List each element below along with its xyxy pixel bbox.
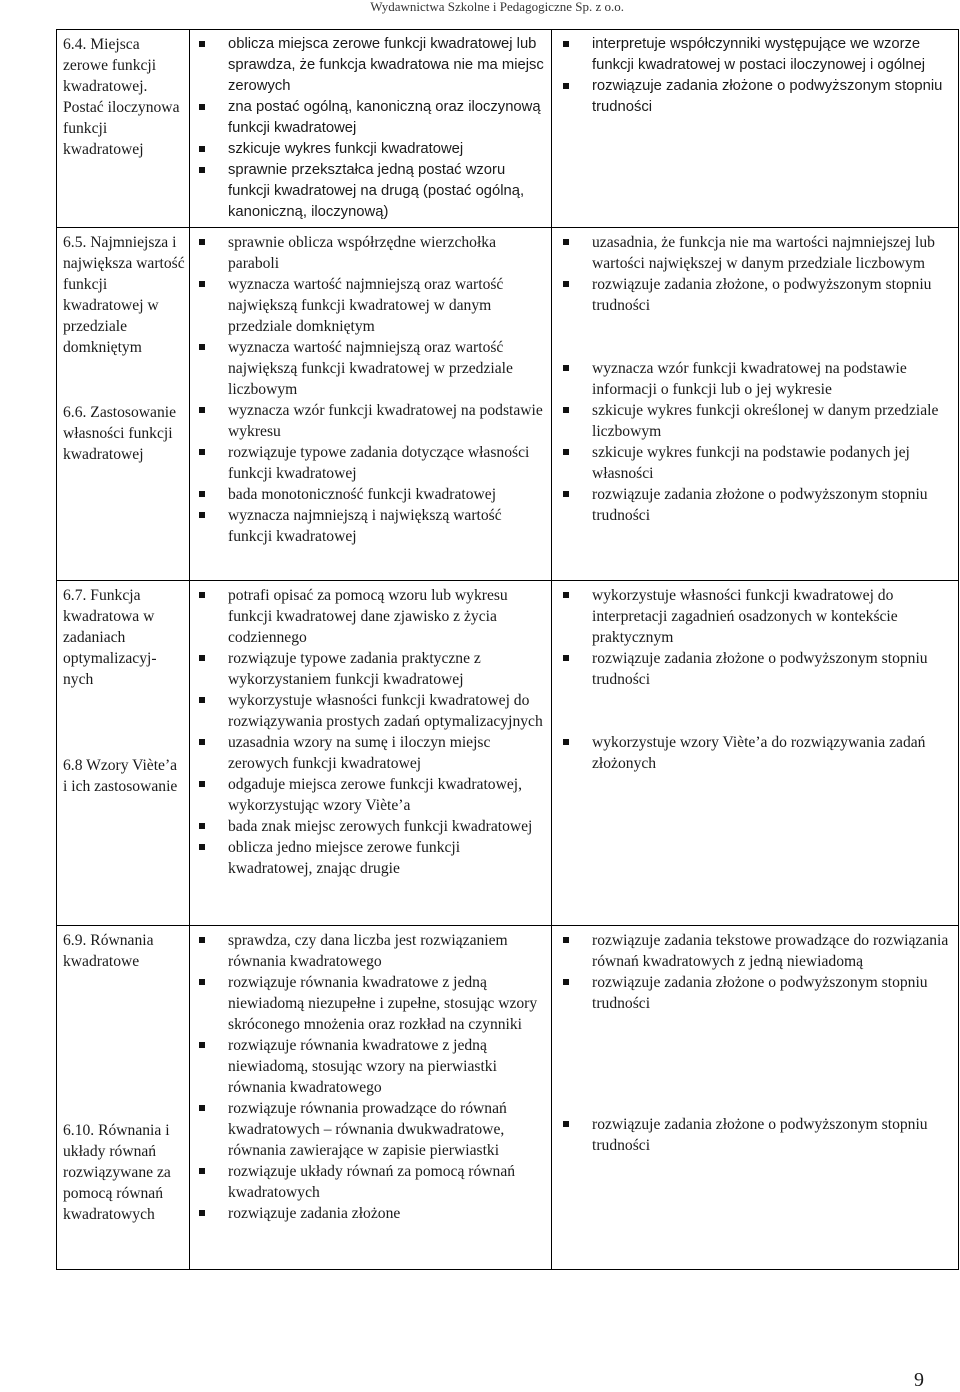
topic-title: 6.10. Równania i układy równań rozwiązywane za pomocą równań kwadratowych: [63, 1122, 171, 1223]
list-item: odgaduje miejsca zerowe funkcji kwadratowej, wykorzystując wzory Viète’a: [196, 774, 547, 816]
topic-title: 6.4. Miejsca zerowe funkcji kwadratowej. Postać iloczynowa funkcji kwadratowej: [63, 36, 180, 158]
list-item: interpretuje współczynniki występujące we wzorze funkcji kwadratowej w postaci iloczynowej i ogólnej: [560, 34, 954, 76]
list-item: oblicza jedno miejsce zerowe funkcji kwadratowej, znając drugie: [196, 837, 547, 879]
basic-requirements-cell: [190, 581, 552, 926]
basic-requirements-cell: [190, 228, 552, 581]
list-item: rozwiązuje równania kwadratowe z jedną niewiadomą, stosując wzory na pierwiastki równania kwadratowego: [196, 1035, 547, 1098]
list-item: rozwiązuje zadania złożone: [196, 1203, 547, 1224]
topic-cell: [57, 30, 190, 228]
extended-requirements-cell: [552, 581, 959, 926]
list-item: uzasadnia, że funkcja nie ma wartości najmniejszej lub wartości największej w danym przedziale liczbowym: [560, 232, 954, 274]
table-row: [57, 926, 959, 1270]
table-row: [57, 228, 959, 581]
curriculum-table: [56, 29, 959, 1270]
topic-title: 6.6. Zastosowanie własności funkcji kwadratowej: [63, 404, 177, 463]
list-item: wyznacza najmniejszą i największą wartość funkcji kwadratowej: [196, 505, 547, 547]
list-item: wyznacza wartość najmniejszą oraz wartość największą funkcji kwadratowej w przedziale liczbowym: [196, 337, 547, 400]
list-item: rozwiązuje zadania złożone o podwyższonym stopniu trudności: [560, 648, 954, 690]
list-item: zna postać ogólną, kanoniczną oraz iloczynową funkcji kwadratowej: [196, 97, 547, 139]
list-item: wyznacza wzór funkcji kwadratowej na podstawie informacji o funkcji lub o jej wykresie: [560, 358, 954, 400]
list-item: rozwiązuje zadania złożone o podwyższonym stopniu trudności: [560, 972, 954, 1014]
list-item: rozwiązuje zadania złożone, o podwyższonym stopniu trudności: [560, 274, 954, 316]
page-number: 9: [914, 1369, 924, 1391]
list-item: rozwiązuje równania prowadzące do równań kwadratowych – równania dwukwadratowe, równania zawierające w zapisie pierwiastki: [196, 1098, 547, 1161]
basic-requirements-cell: [190, 30, 552, 228]
topic-cell: [57, 228, 190, 581]
list-item: bada znak miejsc zerowych funkcji kwadratowej: [196, 816, 547, 837]
list-item: szkicuje wykres funkcji kwadratowej: [196, 139, 547, 160]
list-item: wyznacza wartość najmniejszą oraz wartość największą funkcji kwadratowej w danym przedziale domkniętym: [196, 274, 547, 337]
list-item: bada monotoniczność funkcji kwadratowej: [196, 484, 547, 505]
list-item: sprawnie przekształca jedną postać wzoru funkcji kwadratowej na drugą (postać ogólną, kanoniczną, iloczynową): [196, 160, 547, 223]
list-item: rozwiązuje zadania złożone o podwyższonym stopniu trudności: [560, 484, 954, 526]
list-item: rozwiązuje zadania złożone o podwyższonym stopniu trudności: [560, 76, 954, 118]
extended-requirements-cell: [552, 30, 959, 228]
list-item: uzasadnia wzory na sumę i iloczyn miejsc zerowych funkcji kwadratowej: [196, 732, 547, 774]
list-item: sprawdza, czy dana liczba jest rozwiązaniem równania kwadratowego: [196, 930, 547, 972]
basic-requirements-cell: [190, 926, 552, 1270]
list-item: rozwiązuje zadania złożone o podwyższonym stopniu trudności: [560, 1114, 954, 1156]
topic-cell: [57, 926, 190, 1270]
list-item: szkicuje wykres funkcji na podstawie podanych jej własności: [560, 442, 954, 484]
topic-title: 6.9. Równania kwadratowe: [63, 932, 154, 970]
list-item: rozwiązuje układy równań za pomocą równań kwadratowych: [196, 1161, 547, 1203]
list-item: wykorzystuje własności funkcji kwadratowej do rozwiązywania prostych zadań optymalizacyjnych: [196, 690, 547, 732]
list-item: rozwiązuje równania kwadratowe z jedną niewiadomą niezupełne i zupełne, stosując wzory skróconego mnożenia oraz rozkład na czynniki: [196, 972, 547, 1035]
list-item: wykorzystuje wzory Viète’a do rozwiązywania zadań złożonych: [560, 732, 954, 774]
topic-title: 6.8 Wzory Viète’a i ich zastosowanie: [63, 757, 178, 795]
table-row: [57, 581, 959, 926]
list-item: rozwiązuje zadania tekstowe prowadzące do rozwiązania równań kwadratowych z jedną niewiadomą: [560, 930, 954, 972]
topic-title: 6.7. Funkcja kwadratowa w zadaniach optymalizacyj-nych: [63, 587, 157, 688]
topic-cell: [57, 581, 190, 926]
list-item: wyznacza wzór funkcji kwadratowej na podstawie wykresu: [196, 400, 547, 442]
list-item: rozwiązuje typowe zadania praktyczne z wykorzystaniem funkcji kwadratowej: [196, 648, 547, 690]
list-item: oblicza miejsca zerowe funkcji kwadratowej lub sprawdza, że funkcja kwadratowa nie ma miejsc zerowych: [196, 34, 547, 97]
list-item: wykorzystuje własności funkcji kwadratowej do interpretacji zagadnień osadzonych w kontekście praktycznym: [560, 585, 954, 648]
topic-title: 6.5. Najmniejsza i największa wartość funkcji kwadratowej w przedziale domkniętym: [63, 234, 185, 356]
list-item: potrafi opisać za pomocą wzoru lub wykresu funkcji kwadratowej dane zjawisko z życia codziennego: [196, 585, 547, 648]
list-item: szkicuje wykres funkcji określonej w danym przedziale liczbowym: [560, 400, 954, 442]
table-row: [57, 30, 959, 228]
list-item: sprawnie oblicza współrzędne wierzchołka paraboli: [196, 232, 547, 274]
extended-requirements-cell: [552, 926, 959, 1270]
list-item: rozwiązuje typowe zadania dotyczące własności funkcji kwadratowej: [196, 442, 547, 484]
extended-requirements-cell: [552, 228, 959, 581]
publisher-header: Wydawnictwa Szkolne i Pedagogiczne Sp. z o.o.: [370, 0, 624, 14]
